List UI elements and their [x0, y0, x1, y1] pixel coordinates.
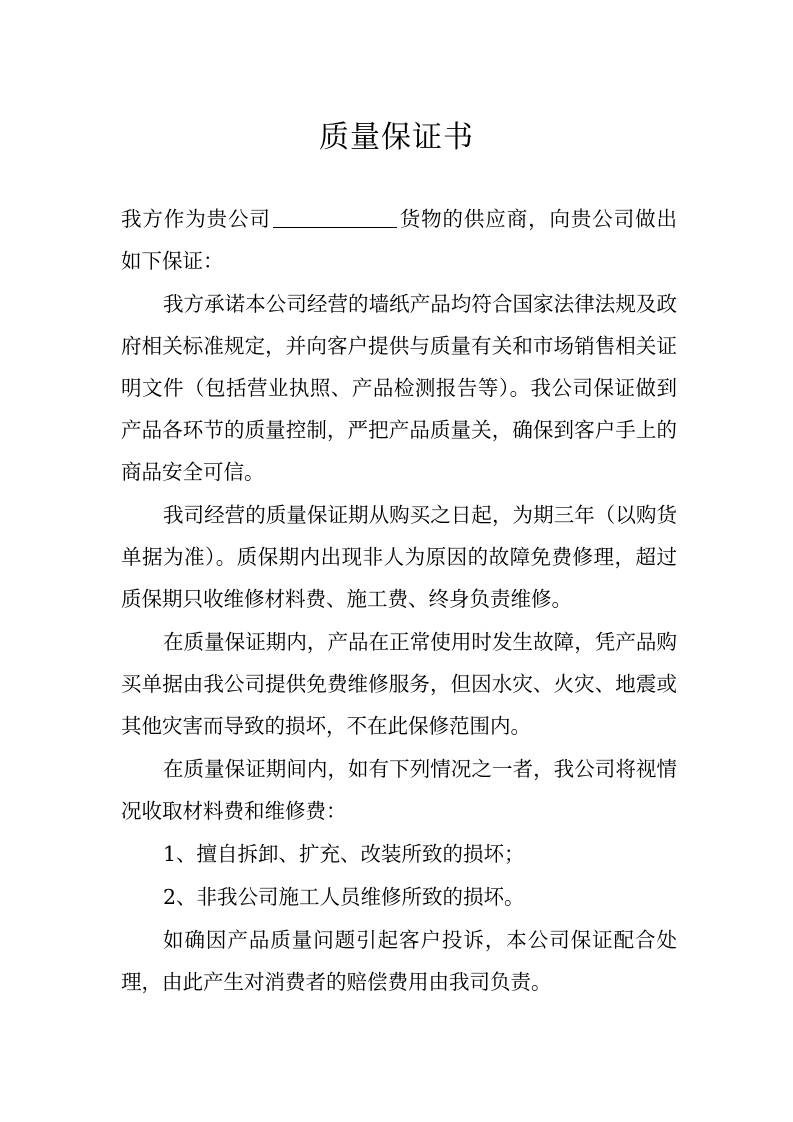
intro-text-before-blank: 我方作为贵公司 — [121, 207, 271, 231]
intro-paragraph — [121, 198, 677, 282]
document-body — [121, 198, 677, 1004]
free-repair-paragraph: 在质量保证期内，产品在正常使用时发生故障，凭产品购买单据由我公司提供免费维修服务，但因水灾、火灾、地震或其他灾害而导致的损坏，不在此保修范围内。 — [121, 630, 677, 738]
document-title: 质量保证书 — [319, 120, 474, 155]
charged-repair-paragraph: 在质量保证期间内，如有下列情况之一者，我公司将视情况收取材料费和维修费： — [121, 757, 677, 823]
intro-text-after-blank: 货物的供应商，向贵公司做出如下保证： — [121, 207, 678, 273]
quality-commitment-paragraph: 我方承诺本公司经营的墙纸产品均符合国家法律法规及政府相关标准规定，并向客户提供与质量有关和市场销售相关证明文件（包括营业执照、产品检测报告等）。我公司保证做到产品各环节的质量控制，严把产品质量关，确保到客户手上的商品安全可信。 — [121, 292, 677, 484]
exclusion-item-1: 1、擅自拆卸、扩充、改装所致的损坏； — [163, 842, 525, 866]
complaint-handling-paragraph: 如确因产品质量问题引起客户投诉，本公司保证配合处理，由此产生对消费者的赔偿费用由我司负责。 — [121, 928, 677, 994]
exclusion-item-2: 2、非我公司施工人员维修所致的损坏。 — [163, 885, 525, 909]
warranty-period-paragraph: 我司经营的质量保证期从购买之日起，为期三年（以购货单据为准）。质保期内出现非人为原因的故障免费修理，超过质保期只收维修材料费、施工费、终身负责维修。 — [121, 503, 677, 611]
company-name-blank — [273, 205, 397, 228]
